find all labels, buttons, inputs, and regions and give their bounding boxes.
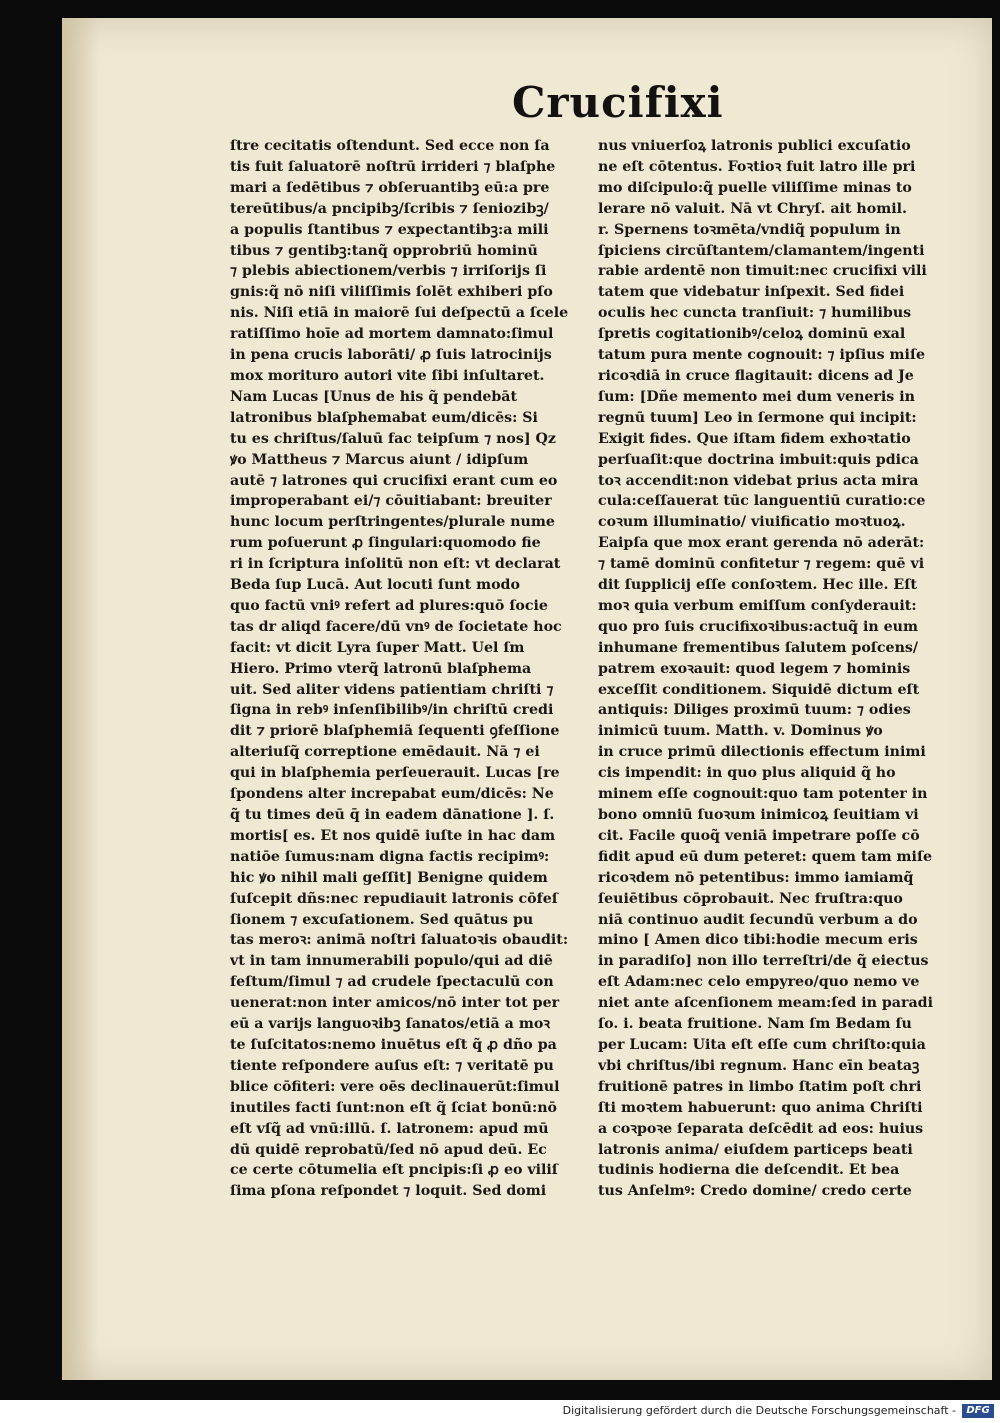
- text-line: niet ante aſcenſionem meam:ſed in paradi: [598, 995, 933, 1012]
- text-line: in cruce primū dilectionis effectum inimi: [598, 744, 926, 761]
- text-line: a coꝛpoꝛe ſeparata deſcēdit ad eos: huius: [598, 1120, 924, 1137]
- text-line: eū a varijs languoꝛibꝫ ſanatos/etiā a moꝛ: [230, 1016, 551, 1033]
- text-line: ꝟo Mattheus ⁊ Marcus aiunt / idipſum: [230, 451, 529, 468]
- page-gutter-shadow: [62, 18, 98, 1380]
- text-line: mino [ Amen dico tibi:hodie mecum eris: [598, 932, 918, 949]
- right-text-column: [598, 136, 953, 1202]
- text-line: ſpiciens circūſtantem/clamantem/ingenti: [598, 242, 925, 259]
- text-line: tis fuit ſaluatorē noſtrū irrideri ⁊ blaſphe: [230, 158, 556, 175]
- text-line: q̃ tu times deū q̄ in eadem dānatione ]. ſ.: [230, 807, 555, 823]
- text-line: gnis:q̃ nō niſi viliſſimis ſolēt exhiberi pſo: [230, 284, 553, 301]
- text-line: tus Anſelmꝰ: Credo domine/ credo certe: [598, 1183, 912, 1200]
- text-line: inhumane frementibus ſalutem poſcens/: [598, 639, 919, 656]
- text-line: vt in tam innumerabili populo/qui ad diē: [230, 953, 553, 970]
- text-line: tatum pura mente cognouit: ⁊ ipſius miſe: [598, 347, 926, 364]
- text-line: tatem que videbatur inſpexit. Sed fidei: [598, 284, 905, 301]
- text-line: ⁊ tamē dominū confitetur ⁊ regem: quē vi: [598, 556, 925, 573]
- text-line: Nam Lucas [Unus de his q̃ pendebāt: [230, 388, 518, 405]
- text-line: cis impendit: in quo plus aliquid q̃ ho: [598, 765, 896, 782]
- text-line: niā continuo audit ſecundū verbum a do: [598, 911, 918, 928]
- text-line: nis. Niſi etiā in maiorē ſui deſpectū a ſcele: [230, 305, 569, 322]
- text-line: tu es chriſtus/ſaluū fac teipſum ⁊ nos] Qz: [230, 430, 556, 447]
- text-line: latronis anima/ eiuſdem particeps beati: [598, 1141, 913, 1158]
- text-line: Exigit fides. Que iſtam fidem exhoꝛtatio: [598, 430, 911, 447]
- text-line: lerare nō valuit. Nā vt Chryſ. ait homil.: [598, 200, 907, 217]
- text-line: ſti moꝛtem habuerunt: quo anima Chriſti: [598, 1099, 923, 1116]
- text-line: bono omniū ſuoꝛum inimicoꝝ ſeuitiam vi: [598, 807, 919, 823]
- text-line: hunc locum perſtringentes/plurale nume: [230, 514, 555, 531]
- text-line: antiquis: Diliges proximū tuum: ⁊ odies: [598, 702, 911, 719]
- text-line: coꝛum illuminatio/ viuificatio moꝛtuoꝝ.: [598, 514, 906, 531]
- text-line: tiente reſpondere auſus eſt: ⁊ veritatē pu: [230, 1057, 554, 1074]
- text-line: improperabant ei/⁊ cōuitiabant: breuiter: [230, 493, 552, 510]
- text-line: tibus ⁊ gentibꝫ:tanq̃ opprobriū hominū: [230, 242, 538, 259]
- text-line: mo diſcipulo:q̃ puelle viliſſime minas to: [598, 179, 912, 196]
- text-line: dit ⁊ priorē blaſphemiā ſequenti ꝯfeſſione: [230, 723, 560, 740]
- text-line: rabie ardentē non timuit:nec crucifixi vili: [598, 263, 927, 280]
- text-line: in paradiſo] non illo terreſtri/de q̃ eiectus: [598, 953, 929, 970]
- text-line: regnū tuum] Leo in ſermone qui incipit:: [598, 409, 917, 426]
- text-line: ne eſt cōtentus. Foꝛtioꝛ fuit latro ille pri: [598, 158, 916, 175]
- text-line: ſtre cecitatis oſtendunt. Sed ecce non ſa: [230, 138, 550, 154]
- text-line: per Lucam: Uita eſt eſſe cum chriſto:quia: [598, 1036, 926, 1053]
- text-line: r. Spernens toꝛmēta/vndiq̃ populum in: [598, 221, 901, 238]
- text-line: fruitionē patres in limbo ſtatim poſt chri: [598, 1078, 922, 1095]
- left-text-column: [230, 136, 585, 1202]
- text-line: quo factū vniꝰ refert ad plures:quō ſocie: [230, 597, 548, 614]
- text-line: quo pro ſuis crucifixoꝛibus:actuq̃ in eum: [598, 618, 918, 635]
- text-line: Eaipſa que mox erant gerenda nō aderāt:: [598, 535, 925, 552]
- text-line: alteriuſq̃ correptione emēdauit. Nā ⁊ ei: [230, 744, 540, 761]
- text-line: ⁊ plebis abiectionem/verbis ⁊ irriſorijs ſi: [230, 263, 547, 280]
- text-line: ſpondens alter increpabat eum/dicēs: Ne: [230, 786, 554, 803]
- running-head: Crucifixi: [512, 78, 724, 127]
- dfg-logo-icon: DFG: [962, 1404, 994, 1418]
- text-line: ſionem ⁊ excuſationem. Sed quātus pu: [230, 911, 534, 928]
- text-line: ſuſcepit dñs:nec repudiauit latronis cōfeſ: [230, 890, 558, 907]
- text-line: dit ſupplicij eſſe conſoꝛtem. Hec ille. Eſt: [598, 577, 917, 594]
- text-line: mox morituro autori vite ſibi inſultaret.: [230, 367, 545, 384]
- text-line: ce certe cōtumelia eſt pncipis:ſi ꝓ eo viliſ: [230, 1162, 558, 1179]
- text-line: ſeuiētibus cōprobauit. Nec fruſtra:quo: [598, 890, 903, 907]
- text-line: hic ꝟo nihil mali geſſit] Benigne quidem: [230, 869, 548, 886]
- book-page: [62, 18, 992, 1380]
- text-line: ri in ſcriptura inſolitū non eſt: vt declarat: [230, 556, 561, 573]
- text-line: cit. Facile quoq̃ veniā impetrare poſſe cō: [598, 827, 920, 844]
- text-line: rum poſuerunt ꝓ ſingulari:quomodo fie: [230, 535, 541, 552]
- text-line: perſuaſit:que doctrina imbuit:quis pdica: [598, 451, 919, 468]
- text-line: ſpretis cogitationibꝰ/celoꝝ dominū exal: [598, 326, 906, 343]
- text-line: qui in blaſphemia perſeuerauit. Lucas [re: [230, 765, 560, 782]
- text-line: ſum: [Dñe memento mei dum veneris in: [598, 388, 915, 405]
- text-line: ſo. i. beata fruitione. Nam ſm Bedam ſu: [598, 1016, 912, 1033]
- text-line: patrem exoꝛauit: quod legem ⁊ hominis: [598, 660, 911, 677]
- text-line: minem eſſe cognouit:quo tam potenter in: [598, 786, 928, 803]
- text-line: ſigna in rebꝰ inſenſibilibꝰ/in chriſtū credi: [230, 702, 554, 719]
- text-line: mortis[ es. Et nos quidē iuſte in hac dam: [230, 827, 556, 844]
- scan-background: [0, 1380, 1000, 1400]
- text-line: ſima pſona reſpondet ⁊ loquit. Sed domi: [230, 1183, 547, 1200]
- text-line: cula:ceſſauerat tūc languentiū curatio:ce: [598, 493, 926, 510]
- text-line: inimicū tuum. Matth. v. Dominus ꝟo: [598, 723, 883, 740]
- text-line: a populis ſtantibus ⁊ expectantibꝫ:a mili: [230, 221, 549, 238]
- text-line: facit: vt dicit Lyra ſuper Matt. Uel ſm: [230, 639, 525, 656]
- text-line: inutiles facti ſunt:non eſt q̃ ſciat bonū:nō: [230, 1099, 558, 1116]
- text-line: fidit apud eū dum peteret: quem tam miſe: [598, 848, 933, 865]
- text-line: eſt vſq̃ ad vnū:illū. ſ. latronem: apud mū: [230, 1120, 549, 1137]
- text-line: eſt Adam:nec celo empyreo/quo nemo ve: [598, 974, 920, 991]
- text-line: Beda ſup Lucā. Aut locuti ſunt modo: [230, 577, 520, 594]
- text-line: uenerat:non inter amicos/nō inter tot per: [230, 995, 560, 1012]
- text-line: ricoꝛdiā in cruce flagitauit: dicens ad Je: [598, 367, 914, 384]
- text-line: mari a ſedētibus ⁊ obſeruantibꝫ eū:a pre: [230, 179, 550, 196]
- text-line: te ſuſcitatos:nemo inuētus eſt q̃ ꝓ dño pa: [230, 1036, 557, 1053]
- footer-credit-text: Digitalisierung gefördert durch die Deutsche Forschungsgemeinschaft -: [562, 1404, 956, 1417]
- text-line: natiōe ſumus:nam digna factis recipimꝰ:: [230, 848, 550, 865]
- text-line: nus vniuerſoꝝ latronis publici excuſatio: [598, 138, 911, 154]
- text-line: ricoꝛdem nō petentibus: immo iamiamq̃: [598, 869, 914, 886]
- text-line: exceſſit conditionem. Siquidē dictum eſt: [598, 681, 920, 698]
- text-line: tas dr aliqd facere/dū vnꝰ de ſocietate hoc: [230, 618, 562, 635]
- digitization-footer: [0, 1400, 1000, 1423]
- text-line: tereūtibus/a pncipibꝫ/ſcribis ⁊ ſeniozibꝫ/: [230, 200, 549, 217]
- text-line: latronibus blaſphemabat eum/dicēs: Si: [230, 409, 538, 426]
- text-line: tudinis hodierna die deſcendit. Et bea: [598, 1162, 900, 1179]
- text-line: moꝛ quia verbum emiſſum conſyderauit:: [598, 597, 917, 614]
- text-line: in pena crucis laborāti/ ꝓ ſuis latrocinijs: [230, 347, 552, 364]
- text-line: toꝛ accendit:non videbat prius acta mira: [598, 472, 919, 489]
- text-line: vbi chriſtus/ibi regnum. Hanc eīn beataꝫ: [598, 1057, 920, 1074]
- text-line: blice cōfiteri: vere oēs declinauerūt:ſimul: [230, 1078, 560, 1095]
- text-line: ratiſſimo hoīe ad mortem damnato:ſimul: [230, 326, 554, 343]
- text-line: uit. Sed aliter videns patientiam chriſti ⁊: [230, 681, 554, 698]
- text-line: tas meroꝛ: animā noſtri ſaluatoꝛis obaudit:: [230, 932, 569, 949]
- text-line: oculis hec cuncta tranſiuit: ⁊ humilibus: [598, 305, 912, 322]
- text-line: Hiero. Primo vterq̃ latronū blaſphema: [230, 660, 532, 677]
- text-line: feſtum/ſimul ⁊ ad crudele ſpectaculū con: [230, 974, 554, 991]
- text-line: dū quidē reprobatū/ſed nō apud deū. Ec: [230, 1141, 547, 1158]
- text-line: autē ⁊ latrones qui crucifixi erant cum eo: [230, 472, 558, 489]
